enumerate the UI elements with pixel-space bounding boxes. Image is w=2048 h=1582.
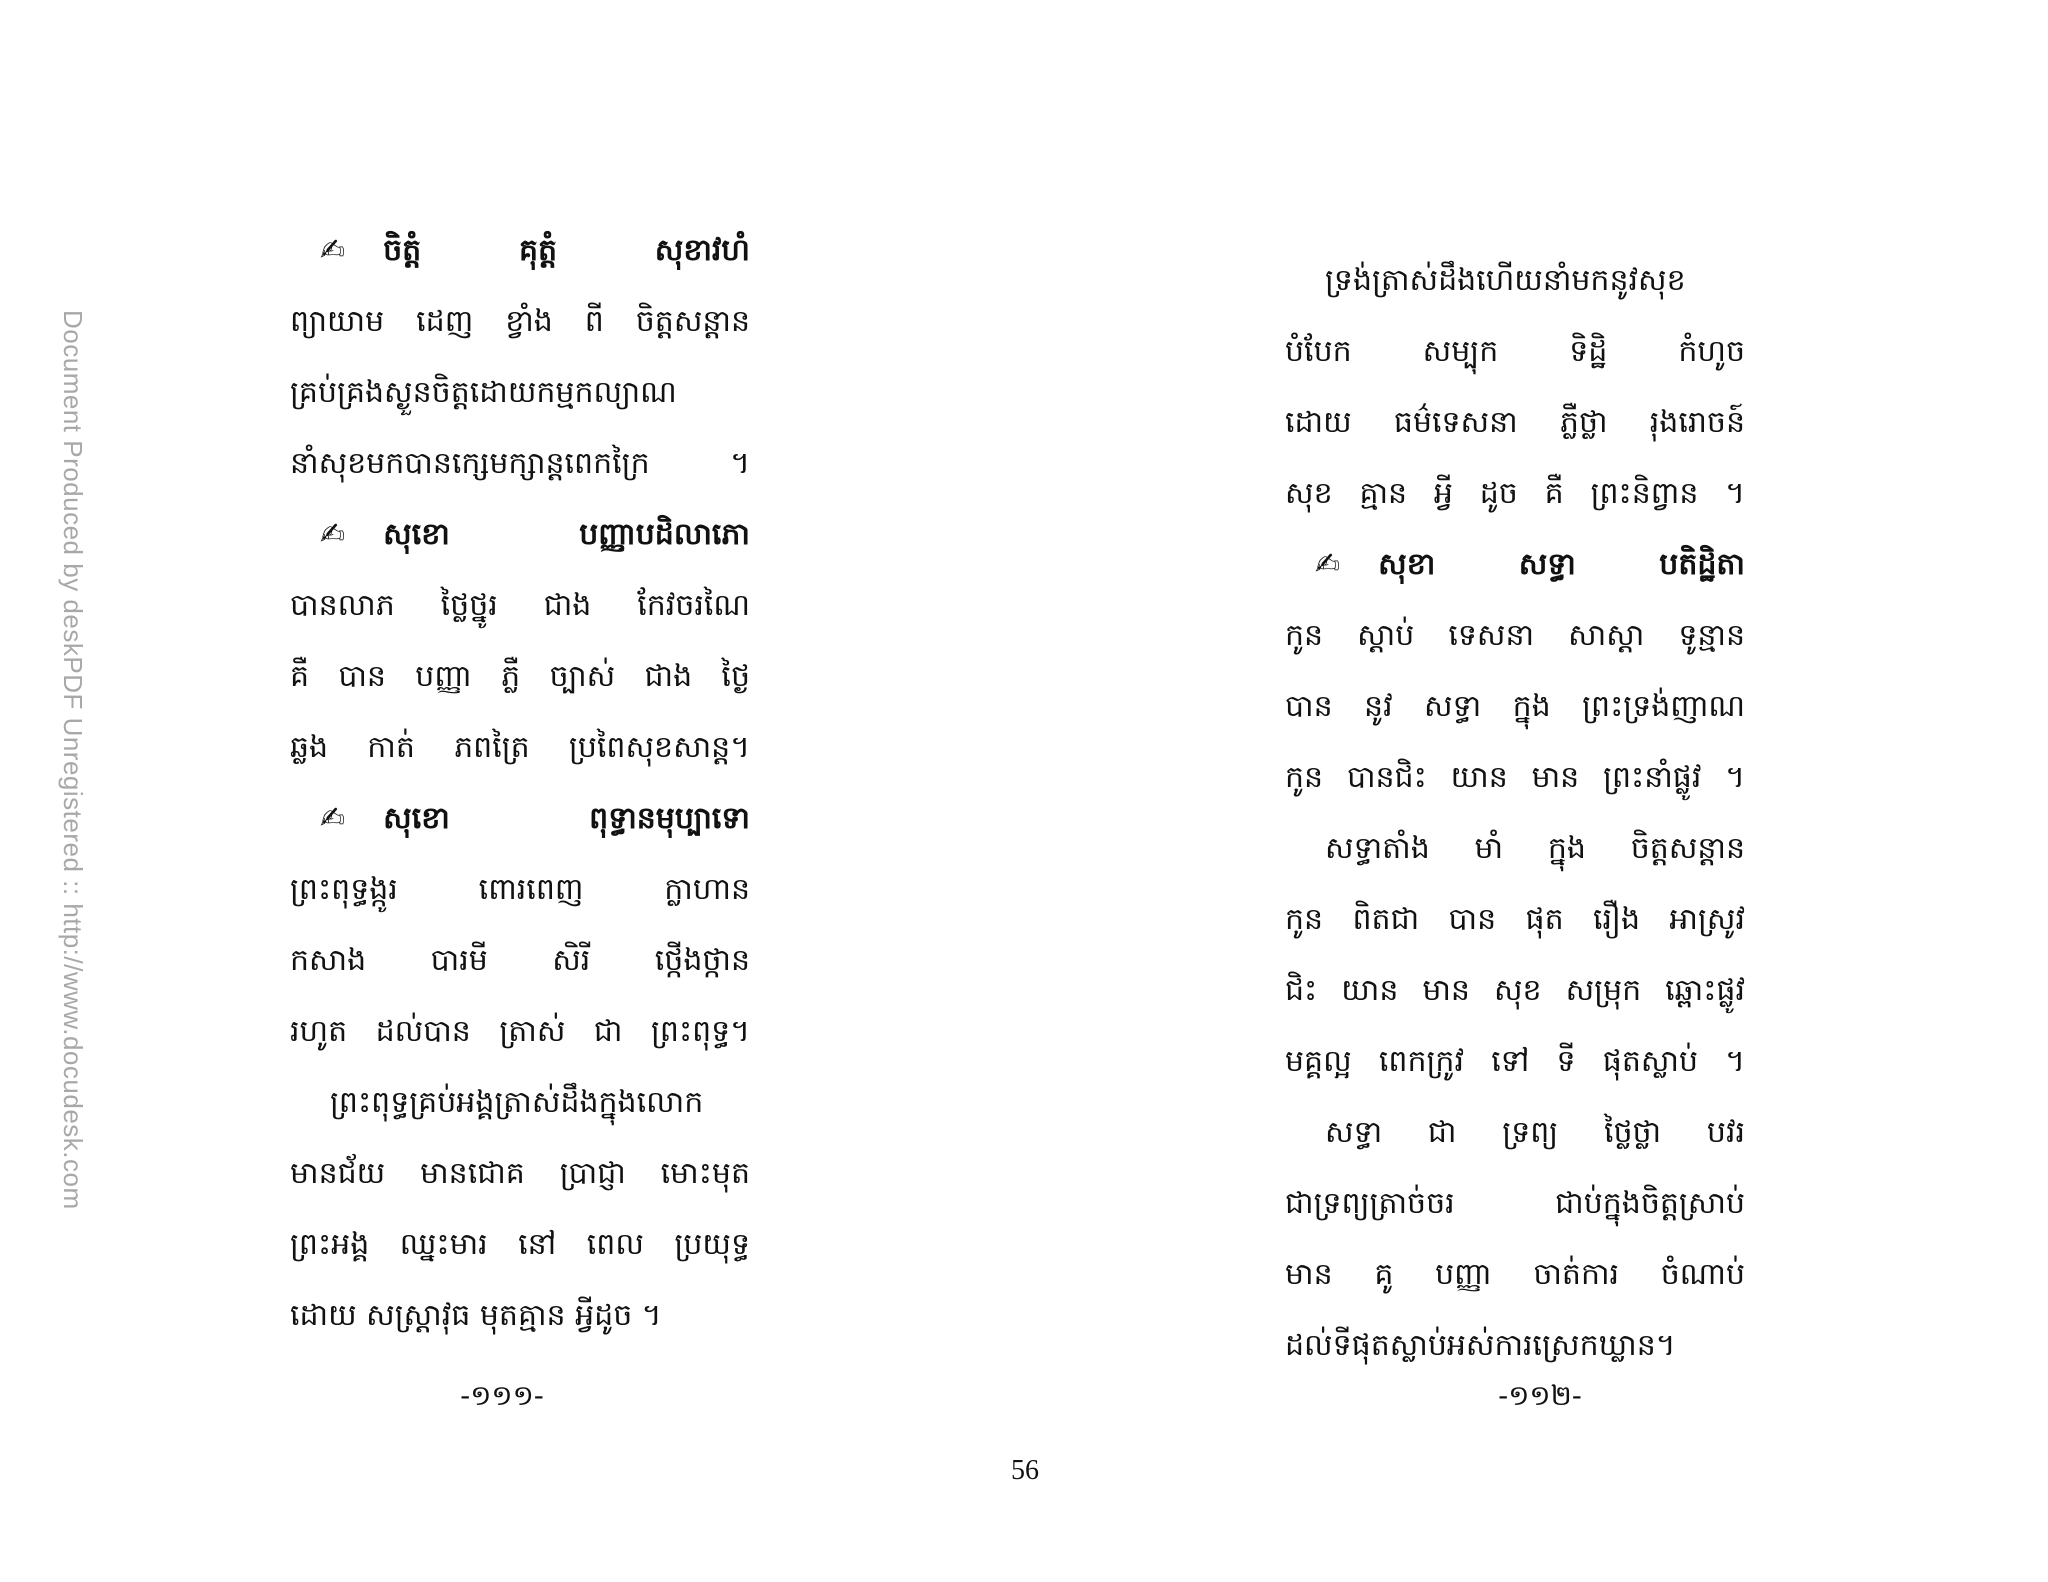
verse-line: មានជ័យ មានជោគ ប្រាជ្ញា មោះមុត xyxy=(290,1156,750,1191)
right-page-column xyxy=(1285,245,1745,1381)
verse-line: កសាង បារមី សិរី ថ្កើងថ្កាន xyxy=(290,943,750,978)
watermark-text: Document Produced by deskPDF Unregistered :: http://www.docudesk.com xyxy=(58,310,88,1210)
writing-hand-icon: ✍ xyxy=(320,801,346,836)
verse-heading xyxy=(1285,529,1745,600)
verse-line: ព្រះពុទ្ធគ្រប់អង្គត្រាស់ដឹងក្នុងលោក xyxy=(330,1085,704,1120)
writing-hand-icon: ✍ xyxy=(1315,547,1341,582)
sheet-page-number: 56 xyxy=(1011,1455,1039,1486)
verse-heading-text: ចិត្តំ គុត្តំ សុខាវហំ xyxy=(383,233,750,268)
verse-line: ដោយ ធម៌ទេសនា ភ្លឺថ្លា រុងរោចន៍ xyxy=(1285,405,1745,440)
verse-line: ជាទ្រព្យត្រាច់ចរ ជាប់ក្នុងចិត្តស្រាប់ xyxy=(1285,1186,1745,1221)
verse-line: មាន គូ បញ្ញា ចាត់ការ ចំណាប់ xyxy=(1285,1257,1745,1292)
verse-line: ឆ្លង កាត់ ភពត្រៃ ប្រពៃសុខសាន្ត។ xyxy=(290,730,750,765)
verse-line: គ្រប់គ្រងស្ងួនចិត្តដោយកម្មកល្យាណ xyxy=(290,375,677,410)
verse-heading-text: សុខោ បញ្ញាបដិលាភោ xyxy=(383,517,750,552)
verse-heading xyxy=(290,215,750,286)
verse-heading xyxy=(290,783,750,854)
verse-line: មគ្គល្អ ពេកក្រូវ ទៅ ទី ផុតស្លាប់ ។ xyxy=(1285,1044,1745,1079)
left-page-number: -១១១- xyxy=(460,1379,544,1412)
left-page-column xyxy=(290,215,750,1351)
verse-heading-text: សុខា សទ្ធា បតិដ្ឋិតា xyxy=(1378,547,1745,582)
verse-line: បានលាភ ថ្លៃថ្នូរ ជាង កែវចរណៃ xyxy=(290,588,750,623)
verse-heading-text: សុខោ ពុទ្ធានមុប្បាទោ xyxy=(383,801,750,836)
verse-line: សទ្ធាតាំង មាំ ក្នុង ចិត្តសន្តាន xyxy=(1325,831,1745,866)
verse-line: ដោយ សស្ត្រាវុធ មុតគ្មាន អ្វីដូច ។ xyxy=(290,1298,662,1333)
verse-line: ជិះ យាន មាន សុខ សម្រុក ឆ្ពោះផ្លូវ xyxy=(1285,973,1745,1008)
verse-line: គឺ បាន បញ្ញា ភ្លឺ ច្បាស់ ជាង ថ្ងៃ xyxy=(290,659,750,694)
watermark xyxy=(58,310,88,1360)
writing-hand-icon: ✍ xyxy=(320,233,346,268)
verse-line: កូន ពិតជា បាន ផុត រឿង អាស្រូវ xyxy=(1285,902,1745,937)
verse-line: បាន នូវ សទ្ធា ក្នុង ព្រះទ្រង់ញាណ xyxy=(1285,689,1745,724)
writing-hand-icon: ✍ xyxy=(320,517,346,552)
verse-line: កូន បានជិះ យាន មាន ព្រះនាំផ្លូវ ។ xyxy=(1285,760,1745,795)
verse-line: សុខ គ្មាន អ្វី ដូច គឺ ព្រះនិព្វាន ។ xyxy=(1285,476,1745,511)
verse-line: ទ្រង់ត្រាស់ដឹងហើយនាំមកនូវសុខ xyxy=(1325,263,1686,298)
verse-line: នាំសុខមកបានក្សេមក្សាន្តពេកក្រៃ ។ xyxy=(290,446,750,481)
verse-line: រហូត ដល់បាន ត្រាស់ ជា ព្រះពុទ្ធ។ xyxy=(290,1014,750,1049)
right-page-number: -១១២- xyxy=(1498,1379,1582,1412)
verse-line: ព្រះពុទ្ធង្កូរ ពោរពេញ ក្លាហាន xyxy=(290,872,750,907)
verse-line: សទ្ធា ជា ទ្រព្យ ថ្លៃថ្លា បវរ xyxy=(1325,1115,1745,1150)
verse-line: បំបែក សម្បុក ទិដ្ឋិ កំហូច xyxy=(1285,334,1745,369)
verse-line: កូន ស្តាប់ ទេសនា សាស្តា ទូន្មាន xyxy=(1285,618,1745,653)
verse-line: ព្រះអង្គ ឈ្នះមារ នៅ ពេល ប្រយុទ្ធ xyxy=(290,1227,750,1262)
verse-line: ព្យាយាម ដេញ ខ្វាំង ពី ចិត្តសន្តាន xyxy=(290,304,750,339)
verse-line: ដល់ទីផុតស្លាប់អស់ការស្រេកឃ្លាន។ xyxy=(1285,1328,1676,1363)
verse-heading xyxy=(290,499,750,570)
